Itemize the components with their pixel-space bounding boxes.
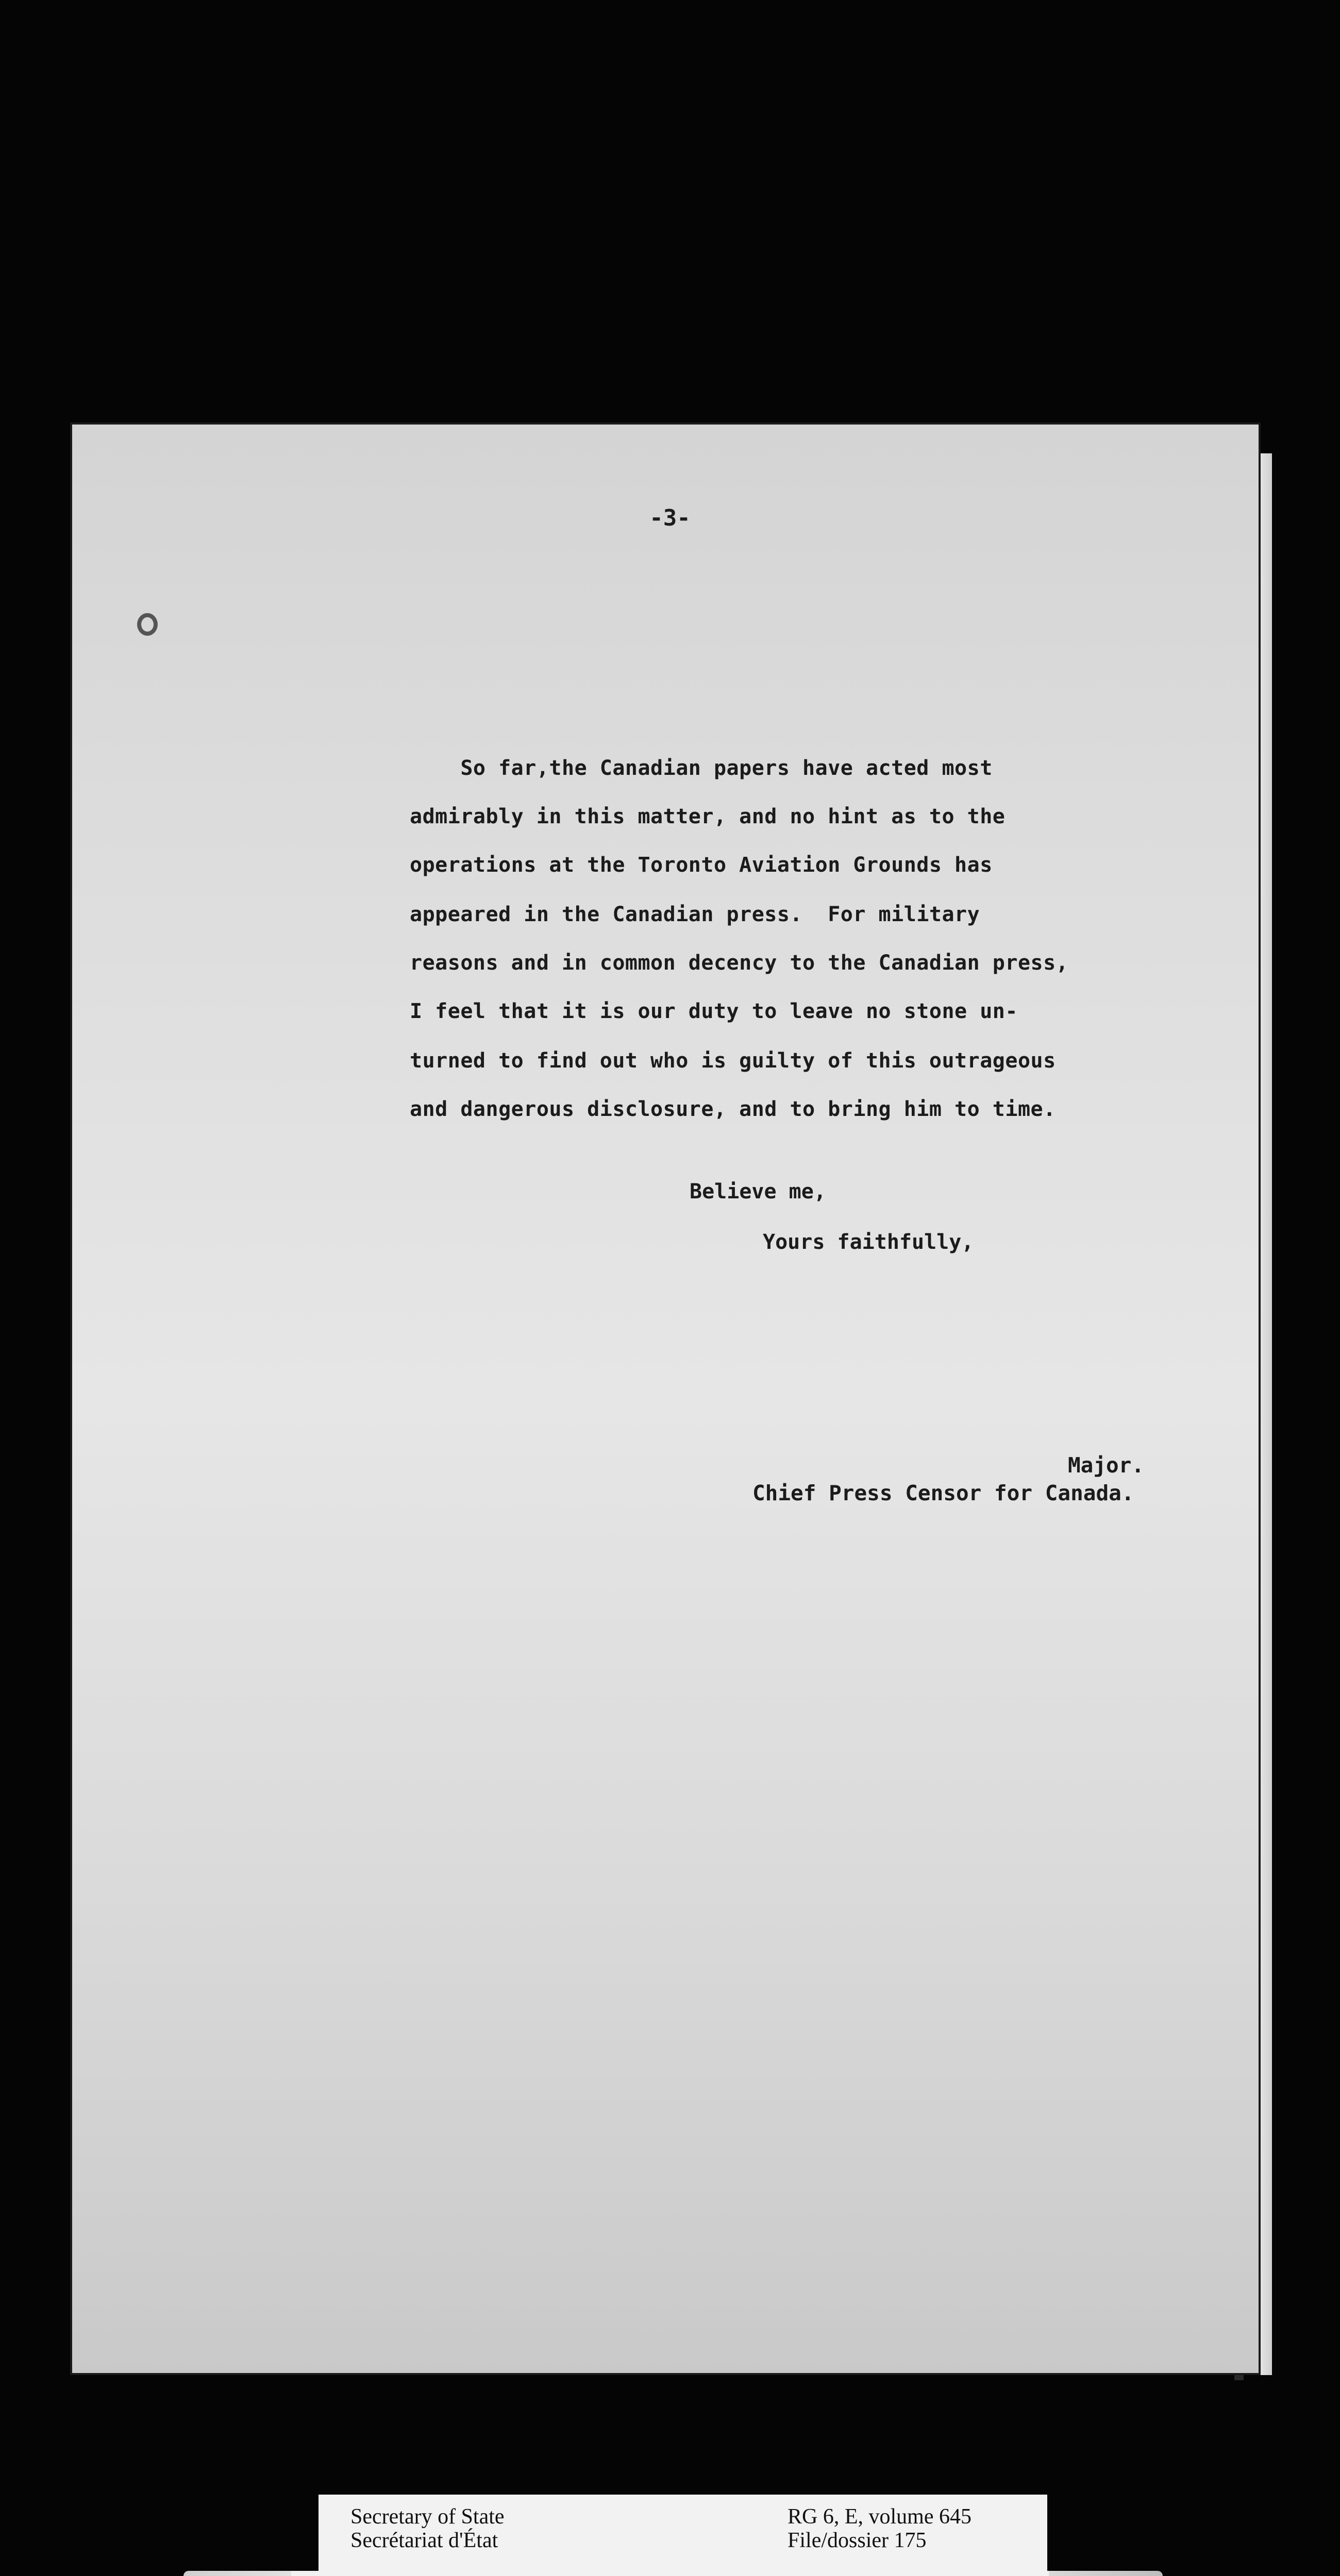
paragraph-line: reasons and in common decency to the Canadian press, <box>410 951 1069 975</box>
closing-believe: Believe me, <box>690 1180 826 1204</box>
label-department <box>350 2505 505 2552</box>
page-number: -3- <box>649 505 691 531</box>
punch-hole <box>137 613 158 636</box>
paragraph-line: So far,the Canadian papers have acted most <box>410 756 993 780</box>
archive-label-backing <box>291 2571 1049 2576</box>
label-department-fr: Secrétariat d'État <box>350 2529 498 2552</box>
letter-page <box>70 422 1261 2375</box>
label-record-group: RG 6, E, volume 645 <box>788 2505 971 2529</box>
label-department-en: Secretary of State <box>350 2505 505 2529</box>
signature-title: Chief Press Censor for Canada. <box>752 1481 1134 1505</box>
label-file-number: File/dossier 175 <box>788 2529 927 2552</box>
paragraph-line: I feel that it is our duty to leave no stone un- <box>410 999 1018 1023</box>
paragraph-line: admirably in this matter, and no hint as to the <box>410 805 1006 828</box>
paragraph-line: and dangerous disclosure, and to bring him to time. <box>410 1097 1056 1121</box>
paragraph-line: appeared in the Canadian press. For military <box>410 903 980 926</box>
signature-rank: Major. <box>1068 1453 1145 1478</box>
paragraph-line: operations at the Toronto Aviation Grounds has <box>410 853 993 877</box>
paragraph-line: turned to find out who is guilty of this outrageous <box>410 1049 1056 1073</box>
closing-yours: Yours faithfully, <box>763 1230 974 1254</box>
label-reference <box>788 2505 971 2552</box>
